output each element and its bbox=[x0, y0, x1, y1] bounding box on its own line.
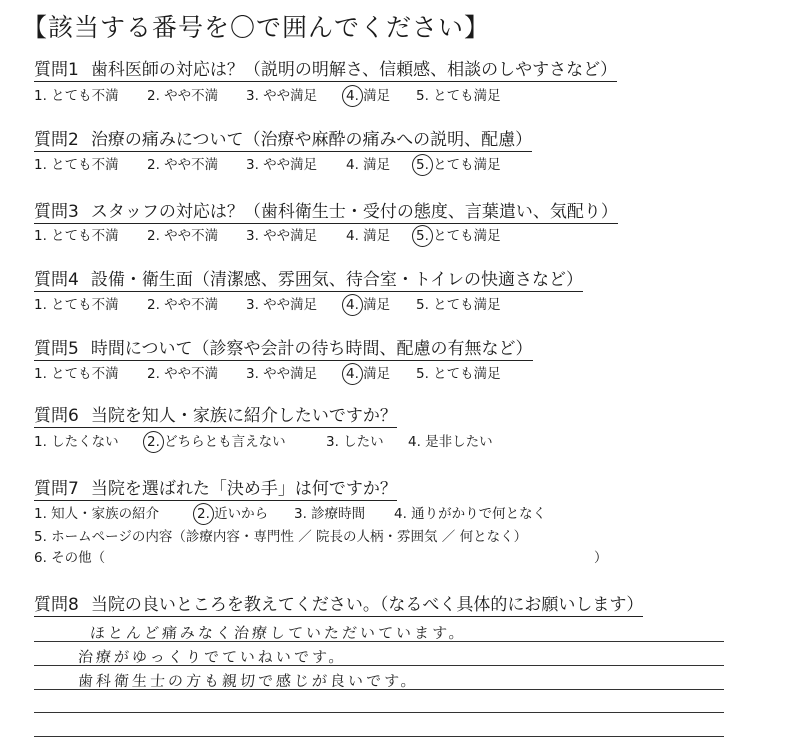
selection-circle bbox=[412, 225, 433, 247]
question-number: 質問7 bbox=[34, 479, 79, 499]
option-5[interactable]: 5. とても満足 bbox=[416, 366, 501, 382]
handwritten-answer-line-2: 治療がゆっくりでていねいです。 bbox=[77, 648, 348, 666]
question-text: 設備・衛生面（清潔感、雰囲気、待合室・トイレの快適さなど） bbox=[90, 270, 583, 290]
question-4 bbox=[34, 270, 583, 292]
option-1[interactable]: 1. とても不満 bbox=[34, 366, 119, 382]
option-4-selected[interactable] bbox=[346, 365, 390, 383]
answer-line bbox=[34, 736, 724, 737]
option-6-close: ） bbox=[594, 550, 608, 566]
question-number: 質問3 bbox=[34, 202, 79, 222]
handwritten-answer-line-3: 歯科衛生士の方も親切で感じが良いです。 bbox=[77, 672, 420, 690]
option-6-label: 6. その他（ bbox=[34, 550, 106, 566]
option-2[interactable]: 2. やや不満 bbox=[147, 297, 219, 313]
selection-circle bbox=[193, 503, 214, 525]
option-1[interactable]: 1. 知人・家族の紹介 bbox=[34, 506, 160, 522]
page-title: 【該当する番号を〇で囲んでください】 bbox=[22, 13, 491, 42]
option-5-selected[interactable] bbox=[416, 227, 501, 245]
option-4[interactable]: 4. 是非したい bbox=[408, 434, 493, 450]
option-2-selected[interactable] bbox=[197, 505, 268, 523]
option-2[interactable]: 2. やや不満 bbox=[147, 157, 219, 173]
question-number: 質問2 bbox=[34, 130, 79, 150]
question-8 bbox=[34, 595, 643, 617]
handwritten-answer-line-1: ほとんど痛みなく治療していただいています。 bbox=[89, 624, 468, 642]
option-3[interactable]: 3. やや満足 bbox=[246, 88, 318, 104]
question-text: スタッフの対応は？（歯科衛生士・受付の態度、言葉遣い、気配り） bbox=[90, 202, 618, 222]
option-4-selected[interactable] bbox=[346, 87, 390, 105]
option-2[interactable]: 2. やや不満 bbox=[147, 228, 219, 244]
option-3[interactable]: 3. 診療時間 bbox=[294, 506, 366, 522]
question-7 bbox=[34, 479, 397, 501]
option-5[interactable]: 5. とても満足 bbox=[416, 88, 501, 104]
option-1[interactable]: 1. とても不満 bbox=[34, 297, 119, 313]
question-2 bbox=[34, 130, 532, 152]
selection-circle bbox=[342, 85, 363, 107]
option-3[interactable]: 3. やや満足 bbox=[246, 297, 318, 313]
option-4[interactable]: 4. 満足 bbox=[346, 228, 391, 244]
question-text: 治療の痛みについて（治療や麻酔の痛みへの説明、配慮） bbox=[90, 130, 533, 150]
option-label: 2. どちらとも言えない bbox=[147, 434, 286, 450]
selection-circle bbox=[143, 431, 164, 453]
question-text: 時間について（診察や会計の待ち時間、配慮の有無など） bbox=[90, 339, 533, 359]
answer-line bbox=[34, 712, 724, 713]
option-3[interactable]: 3. やや満足 bbox=[246, 157, 318, 173]
option-2[interactable]: 2. やや不満 bbox=[147, 366, 219, 382]
question-number: 質問8 bbox=[34, 595, 79, 615]
option-5[interactable]: 5. とても満足 bbox=[416, 297, 501, 313]
question-1 bbox=[34, 60, 617, 82]
selection-circle bbox=[342, 294, 363, 316]
option-5-row[interactable]: 5. ホームページの内容（診療内容・専門性 ／ 院長の人柄・雰囲気 ／ 何となく） bbox=[34, 529, 528, 545]
question-number: 質問1 bbox=[34, 60, 79, 80]
option-2-selected[interactable] bbox=[147, 433, 286, 451]
option-label: 4. 満足 bbox=[346, 366, 391, 382]
option-label: 4. 満足 bbox=[346, 88, 391, 104]
option-label: 4. 満足 bbox=[346, 297, 391, 313]
selection-circle bbox=[412, 154, 433, 176]
question-text: 当院を選ばれた「決め手」は何ですか？ bbox=[90, 479, 397, 499]
option-1[interactable]: 1. とても不満 bbox=[34, 88, 119, 104]
question-3 bbox=[34, 202, 618, 224]
option-4-selected[interactable] bbox=[346, 296, 390, 314]
option-5-selected[interactable] bbox=[416, 156, 501, 174]
option-4[interactable]: 4. 満足 bbox=[346, 157, 391, 173]
selection-circle bbox=[342, 363, 363, 385]
question-text: 歯科医師の対応は？（説明の明解さ、信頼感、相談のしやすさなど） bbox=[90, 60, 618, 80]
question-number: 質問4 bbox=[34, 270, 79, 290]
option-label: 5. とても満足 bbox=[416, 157, 501, 173]
option-1[interactable]: 1. したくない bbox=[34, 434, 119, 450]
question-text: 当院を知人・家族に紹介したいですか？ bbox=[90, 406, 397, 426]
option-3[interactable]: 3. したい bbox=[326, 434, 384, 450]
option-label: 5. とても満足 bbox=[416, 228, 501, 244]
question-text: 当院の良いところを教えてください。（なるべく具体的にお願いします） bbox=[90, 595, 644, 615]
option-3[interactable]: 3. やや満足 bbox=[246, 228, 318, 244]
question-number: 質問5 bbox=[34, 339, 79, 359]
option-4[interactable]: 4. 通りがかりで何となく bbox=[394, 506, 547, 522]
question-5 bbox=[34, 339, 533, 361]
option-1[interactable]: 1. とても不満 bbox=[34, 228, 119, 244]
option-3[interactable]: 3. やや満足 bbox=[246, 366, 318, 382]
option-label: 2. 近いから bbox=[197, 506, 269, 522]
option-1[interactable]: 1. とても不満 bbox=[34, 157, 119, 173]
option-2[interactable]: 2. やや不満 bbox=[147, 88, 219, 104]
question-6 bbox=[34, 406, 397, 428]
question-number: 質問6 bbox=[34, 406, 79, 426]
